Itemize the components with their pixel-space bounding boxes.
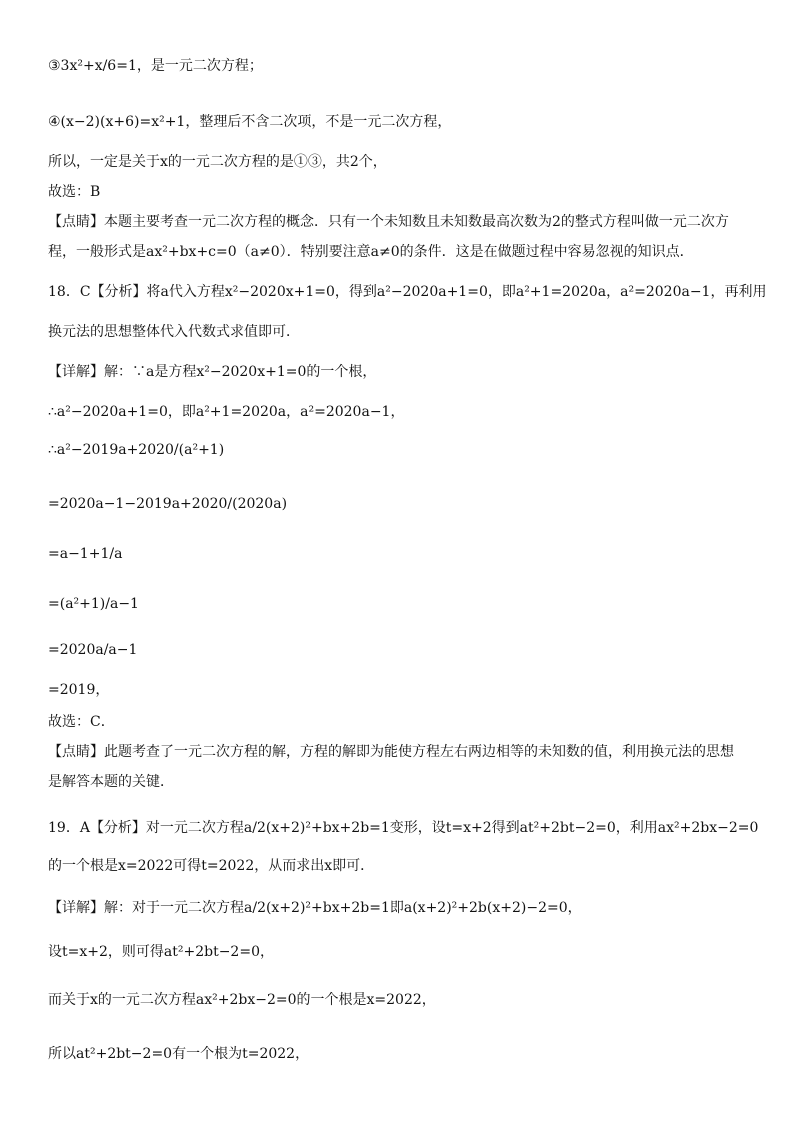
text-line: [48, 494, 287, 514]
text-line-content: 所以at²+2bt−2=0有一个根为t=2022，: [48, 1046, 310, 1062]
text-line: [48, 856, 374, 876]
text-line-content: 【点睛】本题主要考查一元二次方程的概念．只有一个未知数且未知数最高次数为2的整式方程叫做一元二次方: [48, 214, 729, 230]
text-line: [48, 282, 766, 302]
text-line-content: 是解答本题的关键．: [48, 774, 174, 790]
text-line-content: ∴a²−2020a+1=0，即a²+1=2020a，a²=2020a−1，: [48, 404, 405, 420]
text-line-content: 19．A【分析】对一元二次方程a/2(x+2)²+bx+2b=1变形，设t=x+2得到at²+2bt−2=0，利用ax²+2bx−2=0: [48, 820, 759, 836]
text-line: [48, 818, 758, 838]
text-line-content: 故选：C．: [48, 714, 115, 730]
text-line: [48, 712, 115, 732]
text-line-content: =2020a/a−1: [48, 642, 138, 658]
text-line: [48, 182, 100, 202]
text-line-content: =2019，: [48, 682, 110, 698]
text-line-content: 【详解】解：对于一元二次方程a/2(x+2)²+bx+2b=1即a(x+2)²+2b(x+2)−2=0，: [48, 900, 582, 916]
text-line: [48, 322, 300, 342]
text-line-content: ∴a²−2019a+2020/(a²+1): [48, 442, 225, 458]
text-line-content: 的一个根是x=2022可得t=2022，从而求出x即可．: [48, 858, 375, 874]
text-line: [48, 1044, 309, 1064]
text-line: [48, 212, 729, 232]
text-line: [48, 898, 582, 918]
text-line-content: 故选：B: [48, 184, 101, 200]
text-line: [48, 112, 451, 132]
text-line: [48, 440, 224, 460]
text-line: [48, 242, 694, 262]
text-line: [48, 56, 263, 76]
text-line: [48, 640, 137, 660]
text-line: [48, 772, 174, 792]
text-line: [48, 680, 109, 700]
text-line: [48, 362, 376, 382]
text-line: [48, 942, 274, 962]
text-line-content: 换元法的思想整体代入代数式求值即可．: [48, 324, 300, 340]
text-line-content: 所以，一定是关于x的一元二次方程的是①③，共2个，: [48, 154, 387, 170]
text-line-content: 【详解】解：∵a是方程x²−2020x+1=0的一个根，: [48, 364, 377, 380]
text-line-content: 18．C【分析】将a代入方程x²−2020x+1=0，得到a²−2020a+1=0，即a²+1=2020a，a²=2020a−1，再利用: [48, 284, 767, 300]
text-line-content: =a−1+1/a: [48, 546, 123, 562]
text-line-content: =2020a−1−2019a+2020/(2020a): [48, 496, 288, 512]
text-line-content: ④(x−2)(x+6)=x²+1，整理后不含二次项，不是一元二次方程，: [48, 114, 452, 130]
text-line: [48, 742, 734, 762]
text-line: [48, 594, 139, 614]
text-line-content: 设t=x+2，则可得at²+2bt−2=0，: [48, 944, 274, 960]
text-line-content: 程，一般形式是ax²+bx+c=0（a≠0）．特别要注意a≠0的条件．这是在做题过程中容易忽视的知识点．: [48, 244, 694, 260]
text-line-content: 【点睛】此题考查了一元二次方程的解，方程的解即为能使方程左右两边相等的未知数的值，利用换元法的思想: [48, 744, 734, 760]
text-line: [48, 402, 404, 422]
text-line-content: ③3x²+x/6=1，是一元二次方程；: [48, 58, 263, 74]
text-line: [48, 544, 122, 564]
text-line: [48, 152, 387, 172]
text-line: [48, 990, 436, 1010]
text-line-content: =(a²+1)/a−1: [48, 596, 139, 612]
text-line-content: 而关于x的一元二次方程ax²+2bx−2=0的一个根是x=2022，: [48, 992, 436, 1008]
